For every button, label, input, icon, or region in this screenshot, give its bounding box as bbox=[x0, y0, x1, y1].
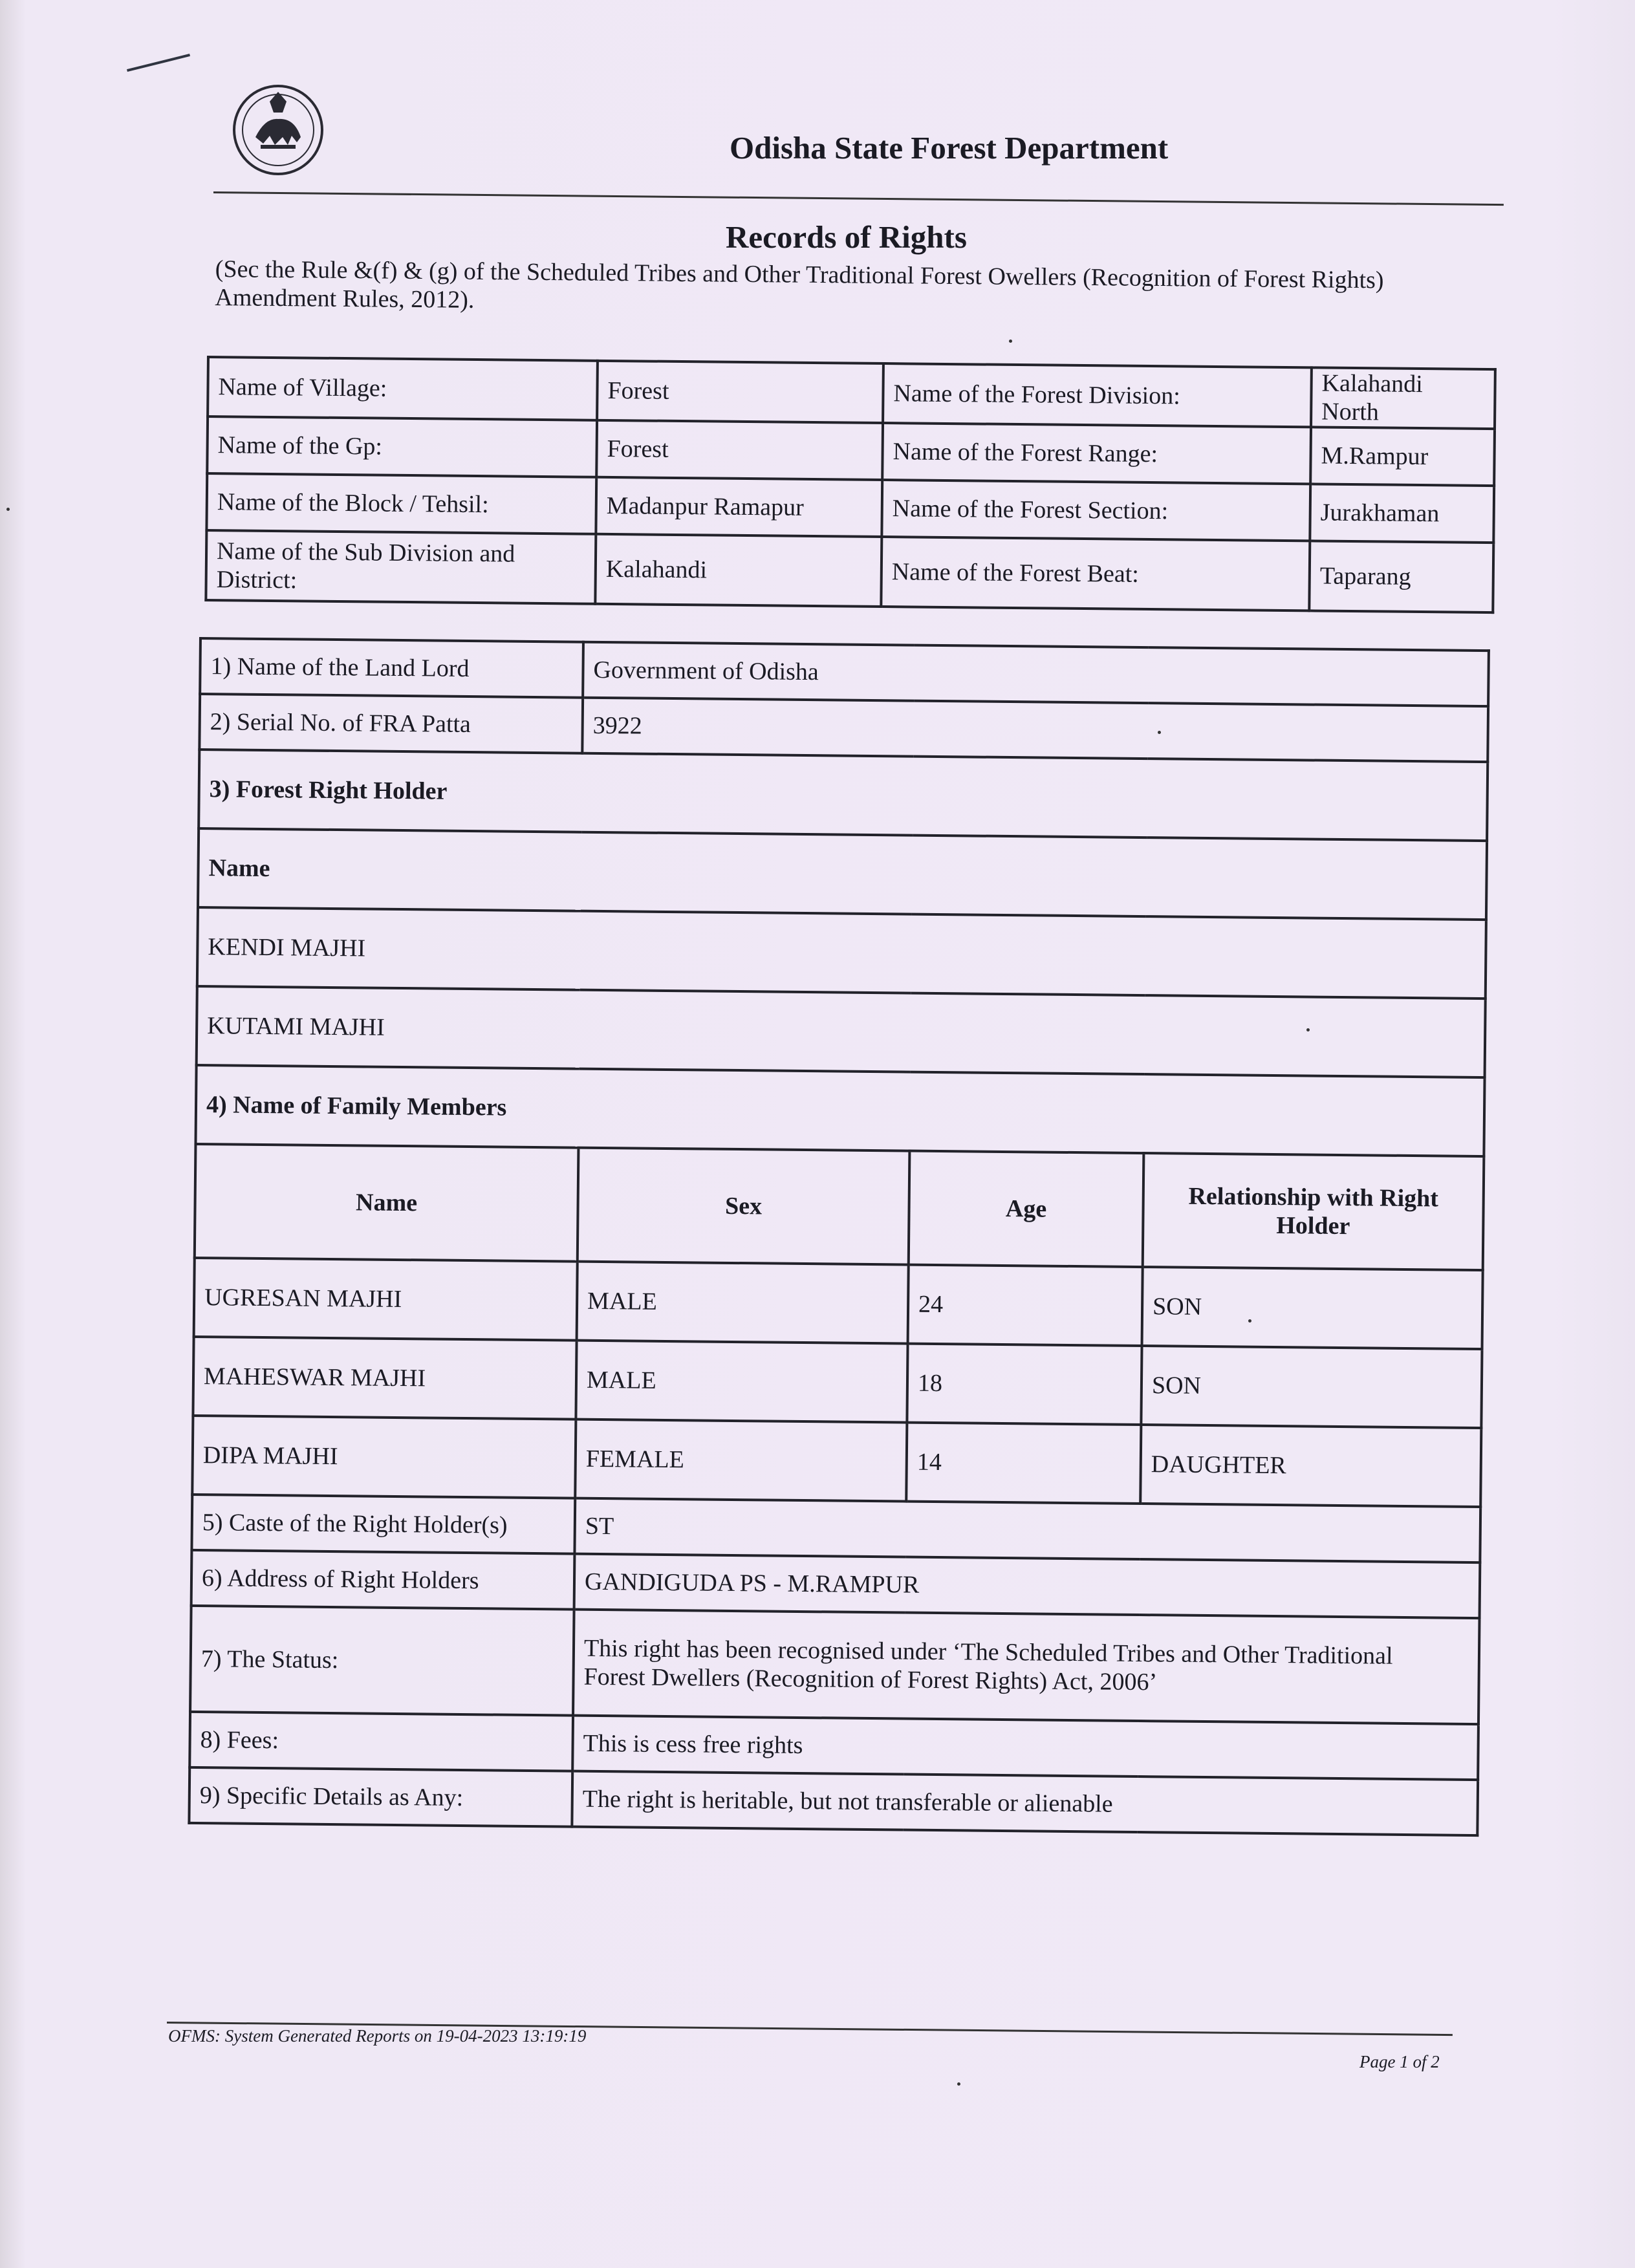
table-row bbox=[189, 1767, 1478, 1835]
member-relation: SON bbox=[1141, 1346, 1482, 1428]
holder-name: KENDI MAJHI bbox=[197, 907, 1486, 999]
location-table bbox=[204, 356, 1497, 614]
col-name: Name bbox=[195, 1144, 579, 1262]
landlord-label: 1) Name of the Land Lord bbox=[200, 638, 583, 698]
table-row bbox=[197, 986, 1486, 1077]
status-label: 7) The Status: bbox=[190, 1606, 574, 1716]
member-relation: SON bbox=[1142, 1267, 1483, 1349]
header-divider bbox=[213, 191, 1504, 206]
subdiv-label: Name of the Sub Division and District: bbox=[206, 530, 596, 604]
section-label: Name of the Forest Section: bbox=[882, 480, 1310, 541]
family-heading: 4) Name of Family Members bbox=[195, 1065, 1484, 1156]
scan-speck bbox=[1158, 731, 1161, 734]
page-number: Page 1 of 2 bbox=[1359, 2052, 1440, 2071]
col-sex: Sex bbox=[578, 1148, 910, 1265]
rights-table bbox=[188, 637, 1490, 1837]
member-name: DIPA MAJHI bbox=[192, 1416, 576, 1498]
details-value: The right is heritable, but not transferable or alienable bbox=[572, 1771, 1478, 1835]
fees-label: 8) Fees: bbox=[189, 1712, 573, 1771]
col-age: Age bbox=[909, 1151, 1144, 1267]
subdiv-value: Kalahandi bbox=[595, 534, 882, 607]
division-label: Name of the Forest Division: bbox=[883, 363, 1312, 427]
table-row bbox=[197, 907, 1486, 999]
status-line: This right has been recognised under ‘The Scheduled Tribes and Other Traditional bbox=[583, 1634, 1393, 1670]
member-relation: DAUGHTER bbox=[1140, 1425, 1481, 1507]
member-age: 14 bbox=[906, 1423, 1141, 1504]
member-name: UGRESAN MAJHI bbox=[194, 1258, 578, 1341]
serial-label: 2) Serial No. of FRA Patta bbox=[199, 694, 583, 753]
block-value: Madanpur Ramapur bbox=[596, 477, 882, 537]
division-value: Kalahandi North bbox=[1311, 367, 1495, 429]
fees-value: This is cess free rights bbox=[572, 1716, 1478, 1780]
scan-speck bbox=[1248, 1319, 1251, 1323]
village-label: Name of Village: bbox=[208, 357, 598, 420]
family-row bbox=[193, 1337, 1482, 1428]
caste-value: ST bbox=[574, 1498, 1480, 1562]
beat-value: Taparang bbox=[1309, 541, 1493, 612]
member-sex: MALE bbox=[576, 1341, 907, 1423]
page-title: Records of Rights bbox=[726, 219, 967, 255]
block-label: Name of the Block / Tehsil: bbox=[206, 473, 596, 534]
member-age: 24 bbox=[908, 1265, 1143, 1346]
member-name: MAHESWAR MAJHI bbox=[193, 1337, 576, 1420]
col-relationship: Relationship with Right Holder bbox=[1143, 1153, 1484, 1270]
serial-value: 3922 bbox=[582, 698, 1488, 762]
scan-speck bbox=[6, 508, 10, 511]
table-row bbox=[206, 530, 1493, 612]
pen-mark bbox=[127, 54, 190, 72]
beat-label: Name of the Forest Beat: bbox=[881, 537, 1310, 610]
gp-value: Forest bbox=[596, 420, 883, 480]
details-label: 9) Specific Details as Any: bbox=[189, 1767, 572, 1827]
odisha-state-emblem-seal-icon bbox=[230, 72, 327, 188]
holder-heading: 3) Forest Right Holder bbox=[199, 750, 1488, 841]
family-row bbox=[192, 1416, 1481, 1507]
table-row bbox=[199, 750, 1488, 841]
name-heading: Name bbox=[198, 828, 1487, 920]
holder-name: KUTAMI MAJHI bbox=[197, 986, 1486, 1077]
gp-label: Name of the Gp: bbox=[207, 416, 597, 477]
scan-speck bbox=[1009, 340, 1012, 343]
family-row bbox=[194, 1258, 1483, 1349]
address-label: 6) Address of Right Holders bbox=[191, 1550, 575, 1610]
member-sex: FEMALE bbox=[575, 1420, 907, 1502]
range-value: M.Rampur bbox=[1310, 427, 1495, 486]
village-value: Forest bbox=[597, 361, 883, 423]
range-label: Name of the Forest Range: bbox=[882, 423, 1311, 484]
landlord-value: Government of Odisha bbox=[583, 642, 1489, 706]
status-value bbox=[573, 1610, 1480, 1724]
family-header-row bbox=[195, 1144, 1484, 1270]
department-title: Odisha State Forest Department bbox=[730, 130, 1169, 166]
address-value: GANDIGUDA PS - M.RAMPUR bbox=[574, 1554, 1480, 1618]
scan-speck bbox=[957, 2082, 960, 2086]
table-row bbox=[195, 1065, 1484, 1156]
status-line: Forest Dwellers (Recognition of Forest Rights) Act, 2006’ bbox=[583, 1663, 1158, 1696]
scan-speck bbox=[1306, 1028, 1310, 1031]
member-age: 18 bbox=[907, 1344, 1142, 1425]
table-row bbox=[190, 1606, 1479, 1724]
member-sex: MALE bbox=[577, 1262, 909, 1344]
generated-timestamp: OFMS: System Generated Reports on 19-04-2023 13:19:19 bbox=[168, 2026, 587, 2046]
rules-subtitle: (Sec the Rule &(f) & (g) of the Scheduled Tribes and Other Traditional Forest Owellers (Recognition of Forest Rights) Amendment Rules, 2012). bbox=[215, 255, 1384, 314]
table-row bbox=[198, 828, 1487, 920]
section-value: Jurakhaman bbox=[1310, 484, 1494, 543]
caste-label: 5) Caste of the Right Holder(s) bbox=[191, 1495, 575, 1554]
